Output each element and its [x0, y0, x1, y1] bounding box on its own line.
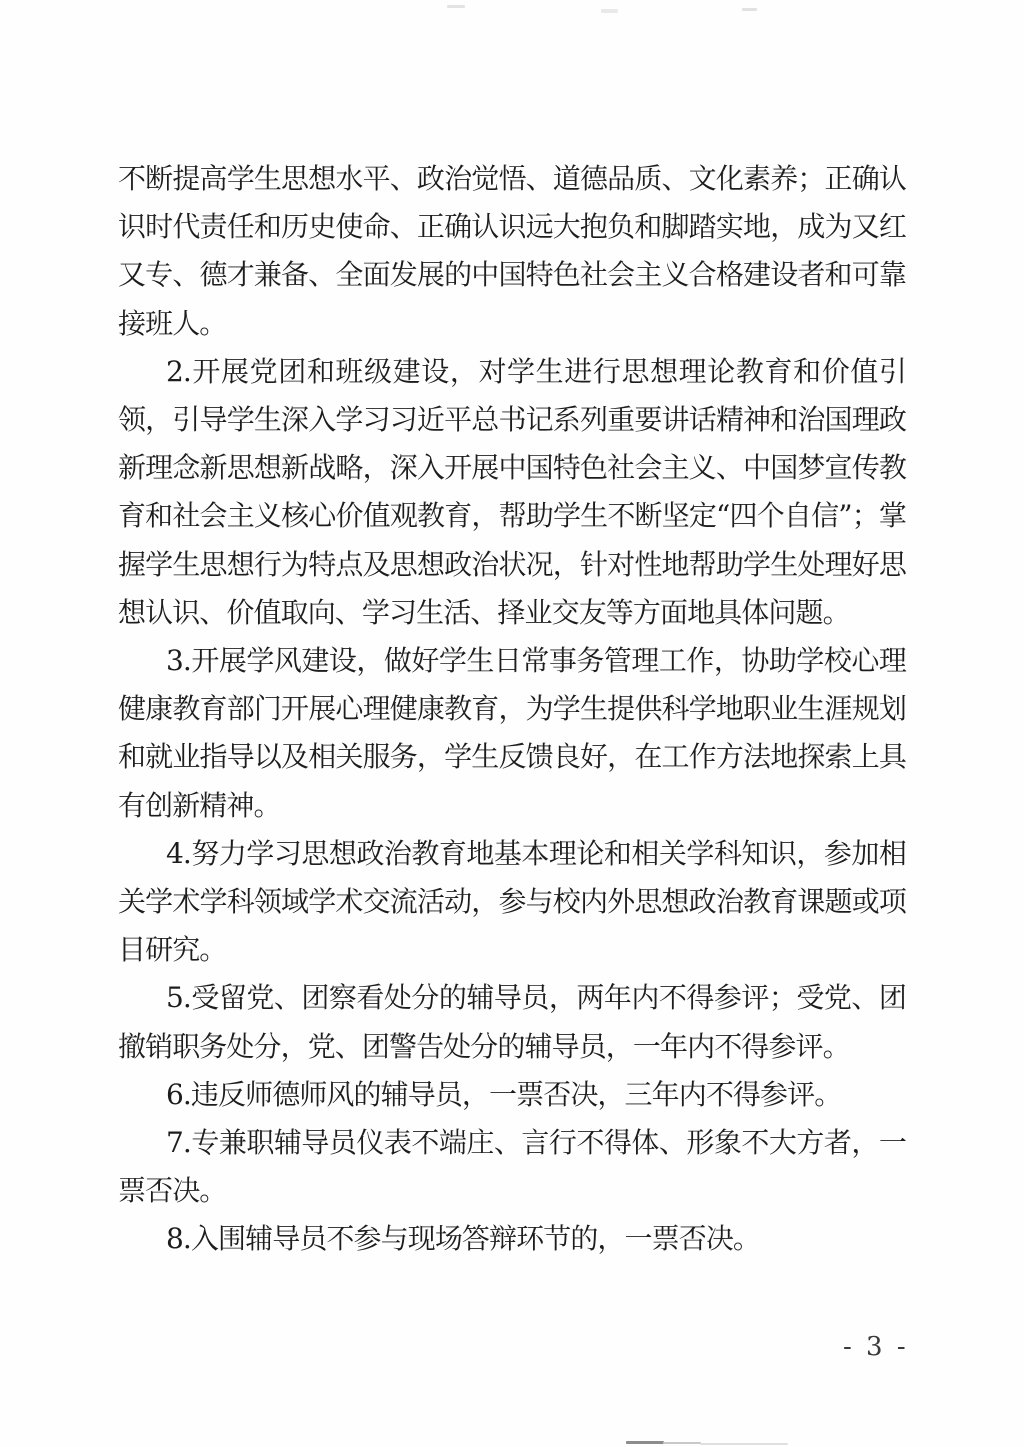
scan-artifact [626, 1441, 664, 1444]
paragraph-item-4: 4.努力学习思想政治教育地基本理论和相关学科知识，参加相关学术学科领域学术交流活动，参与校内外思想政治教育课题或项目研究。 [118, 836, 906, 967]
paragraph-item-5: 5.受留党、团察看处分的辅导员，两年内不得参评；受党、团撤销职务处分，党、团警告处分的辅导员，一年内不得参评。 [118, 981, 906, 1063]
paragraph-item-7: 7.专兼职辅导员仪表不端庄、言行不得体、形象不大方者，一票否决。 [118, 1126, 906, 1208]
scan-artifact [742, 8, 757, 11]
paragraph-item-6: 6.违反师德师风的辅导员，一票否决，三年内不得参评。 [166, 1077, 842, 1111]
paragraph-item-8: 8.入围辅导员不参与现场答辩环节的，一票否决。 [166, 1222, 761, 1256]
paragraph-item-3: 3.开展学风建设，做好学生日常事务管理工作，协助学校心理健康教育部门开展心理健康教育，为学生提供科学地职业生涯规划和就业指导以及相关服务，学生反馈良好，在工作方法地探索上具有创新精神。 [118, 644, 906, 822]
scan-artifact [663, 1442, 701, 1444]
scan-artifact [447, 5, 465, 8]
scan-artifact [601, 9, 618, 13]
paragraph-item-2: 2.开展党团和班级建设，对学生进行思想理论教育和价值引领，引导学生深入学习习近平总书记系列重要讲话精神和治国理政新理念新思想新战略，深入开展中国特色社会主义、中国梦宣传教育和社会主义核心价值观教育，帮助学生不断坚定“四个自信”；掌握学生思想行为特点及思想政治状况，针对性地帮助学生处理好思想认识、价值取向、学习生活、择业交友等方面地具体问题。 [118, 354, 906, 629]
paragraph-continuation: 不断提高学生思想水平、政治觉悟、道德品质、文化素养；正确认识时代责任和历史使命、正确认识远大抱负和脚踏实地，成为又红又专、德才兼备、全面发展的中国特色社会主义合格建设者和可靠接班人。 [118, 162, 906, 340]
document-body [118, 155, 906, 1264]
scan-artifact [700, 1443, 788, 1445]
page-number: - 3 - [843, 1332, 909, 1362]
